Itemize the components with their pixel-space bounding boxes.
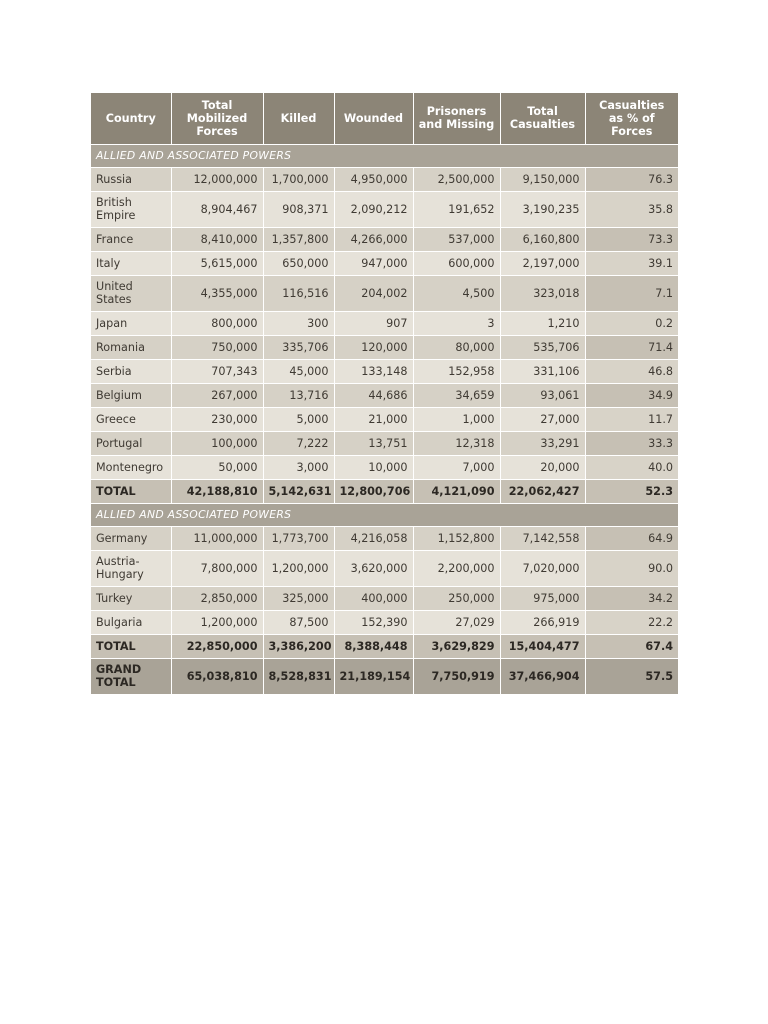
cell-total-casualties: 331,106 [500,359,585,383]
cell-total-mobilized: 42,188,810 [171,479,263,503]
cell-wounded: 152,390 [334,610,413,634]
cell-prisoners-missing: 27,029 [413,610,500,634]
cell-prisoners-missing: 537,000 [413,227,500,251]
cell-country: Montenegro [91,455,171,479]
group-label: ALLIED AND ASSOCIATED POWERS [91,503,678,526]
cell-wounded: 133,148 [334,359,413,383]
cell-total-mobilized: 50,000 [171,455,263,479]
cell-casualties-percent: 34.9 [585,383,678,407]
cell-killed: 116,516 [263,275,334,311]
cell-killed: 1,200,000 [263,550,334,586]
cell-total-casualties: 323,018 [500,275,585,311]
header-country: Country [91,93,171,144]
cell-total-mobilized: 230,000 [171,407,263,431]
cell-prisoners-missing: 600,000 [413,251,500,275]
group-header-row [91,144,678,167]
cell-killed: 3,000 [263,455,334,479]
cell-casualties-percent: 22.2 [585,610,678,634]
cell-wounded: 21,000 [334,407,413,431]
table-row [91,455,678,479]
table-row [91,251,678,275]
cell-wounded: 44,686 [334,383,413,407]
cell-total-casualties: 266,919 [500,610,585,634]
header-total-mobilized: Total Mobilized Forces [171,93,263,144]
cell-prisoners-missing: 250,000 [413,586,500,610]
cell-prisoners-missing: 2,500,000 [413,167,500,191]
cell-prisoners-missing: 2,200,000 [413,550,500,586]
cell-total-casualties: 2,197,000 [500,251,585,275]
cell-total-mobilized: 8,410,000 [171,227,263,251]
cell-killed: 650,000 [263,251,334,275]
cell-total-mobilized: 4,355,000 [171,275,263,311]
cell-prisoners-missing: 7,000 [413,455,500,479]
cell-total-casualties: 93,061 [500,383,585,407]
grand-total-row [91,658,678,694]
cell-country: France [91,227,171,251]
cell-country: Turkey [91,586,171,610]
cell-prisoners-missing: 1,152,800 [413,526,500,550]
cell-wounded: 8,388,448 [334,634,413,658]
cell-casualties-percent: 34.2 [585,586,678,610]
header-total-casualties: Total Casualties [500,93,585,144]
table-row [91,335,678,359]
cell-country: Austria-Hungary [91,550,171,586]
cell-prisoners-missing: 34,659 [413,383,500,407]
cell-wounded: 13,751 [334,431,413,455]
cell-wounded: 4,266,000 [334,227,413,251]
cell-total-mobilized: 1,200,000 [171,610,263,634]
cell-country: GRAND TOTAL [91,658,171,694]
cell-wounded: 10,000 [334,455,413,479]
cell-prisoners-missing: 1,000 [413,407,500,431]
cell-casualties-percent: 73.3 [585,227,678,251]
group-header-row [91,503,678,526]
cell-wounded: 12,800,706 [334,479,413,503]
cell-wounded: 21,189,154 [334,658,413,694]
cell-casualties-percent: 52.3 [585,479,678,503]
cell-casualties-percent: 33.3 [585,431,678,455]
cell-casualties-percent: 35.8 [585,191,678,227]
group-total-row [91,479,678,503]
cell-country: United States [91,275,171,311]
table-body [91,144,678,694]
cell-casualties-percent: 40.0 [585,455,678,479]
header-killed: Killed [263,93,334,144]
cell-killed: 13,716 [263,383,334,407]
cell-casualties-percent: 57.5 [585,658,678,694]
cell-total-casualties: 27,000 [500,407,585,431]
cell-casualties-percent: 71.4 [585,335,678,359]
cell-casualties-percent: 64.9 [585,526,678,550]
cell-killed: 908,371 [263,191,334,227]
cell-killed: 45,000 [263,359,334,383]
cell-prisoners-missing: 3 [413,311,500,335]
cell-country: British Empire [91,191,171,227]
cell-casualties-percent: 46.8 [585,359,678,383]
cell-total-mobilized: 267,000 [171,383,263,407]
cell-country: TOTAL [91,634,171,658]
cell-total-mobilized: 8,904,467 [171,191,263,227]
cell-country: Greece [91,407,171,431]
cell-wounded: 204,002 [334,275,413,311]
cell-total-casualties: 33,291 [500,431,585,455]
cell-wounded: 4,950,000 [334,167,413,191]
cell-total-casualties: 22,062,427 [500,479,585,503]
cell-total-casualties: 9,150,000 [500,167,585,191]
cell-killed: 8,528,831 [263,658,334,694]
cell-prisoners-missing: 7,750,919 [413,658,500,694]
cell-casualties-percent: 11.7 [585,407,678,431]
cell-killed: 1,700,000 [263,167,334,191]
cell-country: TOTAL [91,479,171,503]
table-row [91,610,678,634]
cell-killed: 5,000 [263,407,334,431]
header-wounded: Wounded [334,93,413,144]
cell-country: Germany [91,526,171,550]
cell-wounded: 947,000 [334,251,413,275]
cell-total-casualties: 20,000 [500,455,585,479]
cell-total-casualties: 7,020,000 [500,550,585,586]
cell-country: Japan [91,311,171,335]
header-prisoners-missing: Prisoners and Missing [413,93,500,144]
cell-wounded: 120,000 [334,335,413,359]
table-row [91,359,678,383]
header-row [91,93,678,144]
cell-country: Serbia [91,359,171,383]
table-row [91,550,678,586]
group-total-row [91,634,678,658]
cell-total-casualties: 7,142,558 [500,526,585,550]
cell-prisoners-missing: 4,500 [413,275,500,311]
cell-prisoners-missing: 3,629,829 [413,634,500,658]
cell-casualties-percent: 0.2 [585,311,678,335]
table-row [91,383,678,407]
cell-killed: 7,222 [263,431,334,455]
cell-total-mobilized: 800,000 [171,311,263,335]
cell-killed: 325,000 [263,586,334,610]
cell-prisoners-missing: 80,000 [413,335,500,359]
cell-killed: 1,773,700 [263,526,334,550]
cell-country: Bulgaria [91,610,171,634]
cell-wounded: 907 [334,311,413,335]
cell-total-mobilized: 22,850,000 [171,634,263,658]
cell-prisoners-missing: 12,318 [413,431,500,455]
group-label: ALLIED AND ASSOCIATED POWERS [91,144,678,167]
table-row [91,407,678,431]
cell-total-casualties: 37,466,904 [500,658,585,694]
table-row [91,431,678,455]
cell-total-mobilized: 2,850,000 [171,586,263,610]
cell-total-mobilized: 100,000 [171,431,263,455]
table-row [91,275,678,311]
cell-killed: 87,500 [263,610,334,634]
cell-total-casualties: 975,000 [500,586,585,610]
table-row [91,227,678,251]
cell-country: Belgium [91,383,171,407]
table-row [91,586,678,610]
cell-total-casualties: 15,404,477 [500,634,585,658]
cell-total-mobilized: 750,000 [171,335,263,359]
cell-total-casualties: 3,190,235 [500,191,585,227]
table-row [91,311,678,335]
cell-casualties-percent: 7.1 [585,275,678,311]
cell-wounded: 4,216,058 [334,526,413,550]
table-row [91,526,678,550]
cell-country: Russia [91,167,171,191]
cell-killed: 300 [263,311,334,335]
cell-killed: 335,706 [263,335,334,359]
header-casualties-percent: Casualties as % of Forces [585,93,678,144]
cell-total-mobilized: 7,800,000 [171,550,263,586]
cell-wounded: 400,000 [334,586,413,610]
cell-total-casualties: 1,210 [500,311,585,335]
cell-killed: 1,357,800 [263,227,334,251]
cell-country: Romania [91,335,171,359]
cell-casualties-percent: 90.0 [585,550,678,586]
casualties-table [91,93,678,695]
cell-killed: 5,142,631 [263,479,334,503]
cell-prisoners-missing: 152,958 [413,359,500,383]
cell-total-mobilized: 707,343 [171,359,263,383]
table-row [91,167,678,191]
cell-total-mobilized: 5,615,000 [171,251,263,275]
cell-casualties-percent: 76.3 [585,167,678,191]
cell-casualties-percent: 39.1 [585,251,678,275]
cell-killed: 3,386,200 [263,634,334,658]
table-row [91,191,678,227]
cell-prisoners-missing: 4,121,090 [413,479,500,503]
cell-total-mobilized: 11,000,000 [171,526,263,550]
cell-total-mobilized: 65,038,810 [171,658,263,694]
cell-prisoners-missing: 191,652 [413,191,500,227]
cell-casualties-percent: 67.4 [585,634,678,658]
cell-total-casualties: 6,160,800 [500,227,585,251]
cell-country: Portugal [91,431,171,455]
cell-country: Italy [91,251,171,275]
cell-total-casualties: 535,706 [500,335,585,359]
cell-wounded: 2,090,212 [334,191,413,227]
cell-total-mobilized: 12,000,000 [171,167,263,191]
cell-wounded: 3,620,000 [334,550,413,586]
